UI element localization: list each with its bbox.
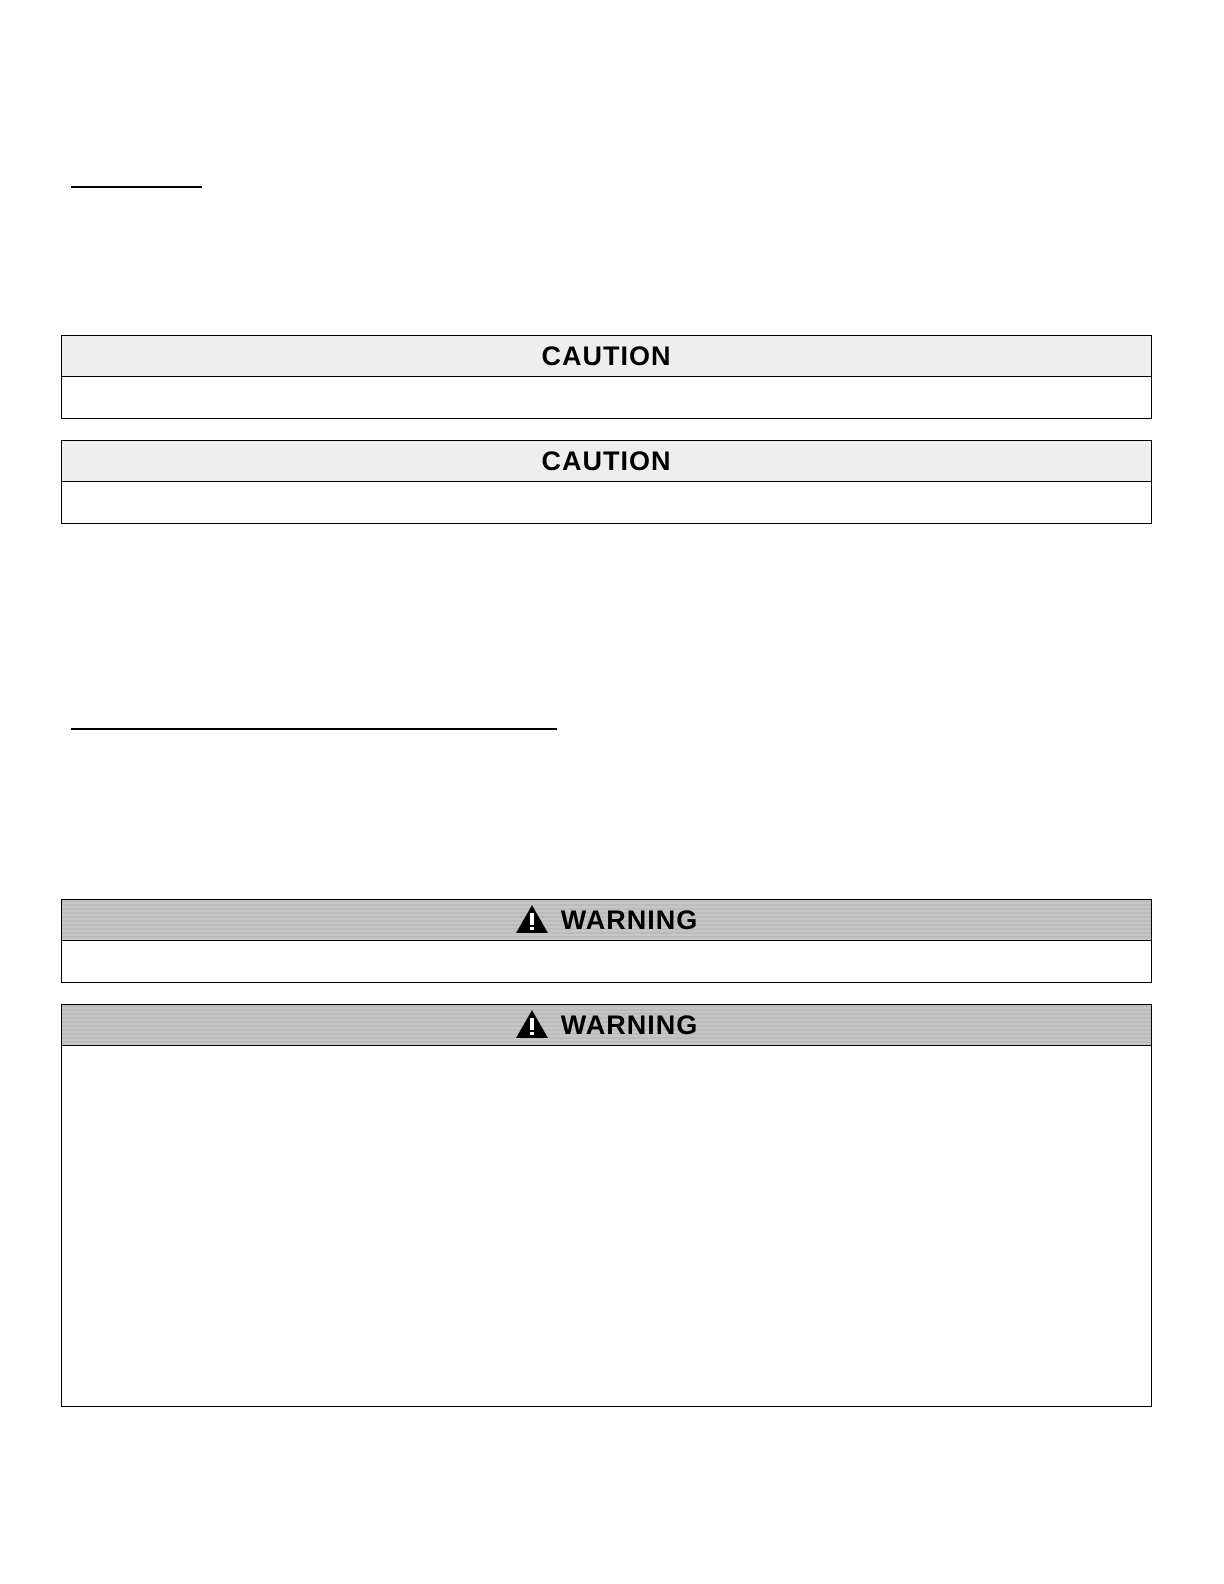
warning-label: WARNING: [560, 904, 699, 935]
warning-header: [62, 1005, 1151, 1046]
warning-notice: [61, 1004, 1152, 1407]
caution-notice: [61, 440, 1152, 524]
caution-header: [62, 336, 1151, 377]
warning-body: [62, 941, 1151, 982]
warning-header: [62, 900, 1151, 941]
warning-triangle-icon: [515, 904, 549, 934]
warning-triangle-icon: [515, 1009, 549, 1039]
caution-header: [62, 441, 1151, 482]
section-heading-underline: [71, 728, 557, 730]
warning-body: [62, 1046, 1151, 1406]
caution-notice: [61, 335, 1152, 419]
warning-notice: [61, 899, 1152, 983]
caution-body: [62, 482, 1151, 523]
section-heading-underline: [71, 186, 202, 188]
caution-label: CAUTION: [541, 445, 672, 476]
caution-label: CAUTION: [541, 340, 672, 371]
caution-body: [62, 377, 1151, 418]
warning-label: WARNING: [560, 1009, 699, 1040]
